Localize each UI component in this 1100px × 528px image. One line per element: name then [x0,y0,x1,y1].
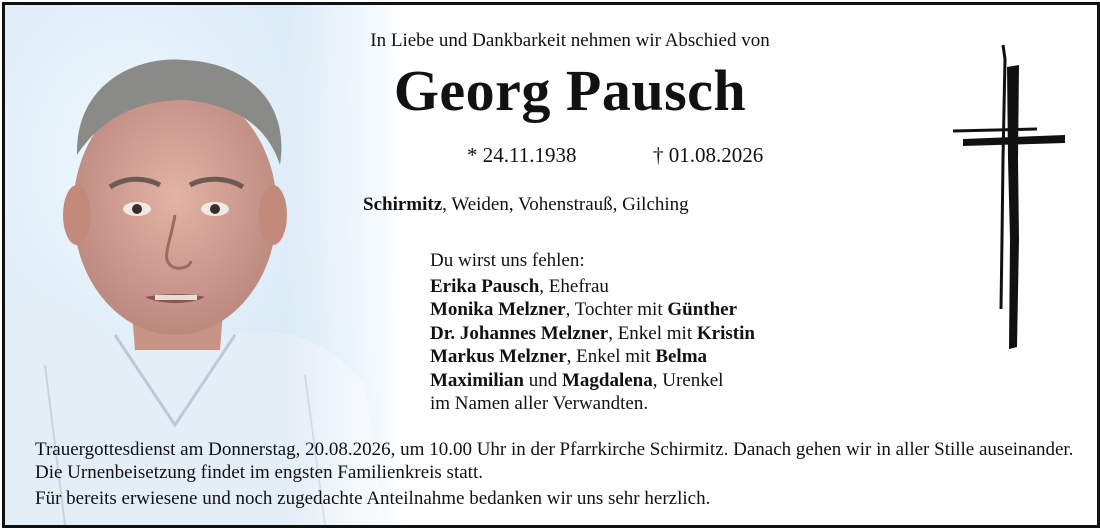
mourner-relation: , Enkel mit [608,322,697,344]
relatives-line: im Namen aller Verwandten. [430,393,649,414]
mourner-relation: , Tochter mit [565,299,668,320]
great-grandchild-2: Magdalena [561,369,653,391]
service-info: Trauergottesdienst am Donnerstag, 20.08.2026, um 10.00 Uhr in der Pfarrkirche Schirmitz. Danach gehen wir in aller Stille auseinander. Die Urnenbeisetzung findet im engsten Familienkreis statt. [35,439,1074,483]
great-grandchildren-line [430,369,755,393]
missing-line: Du wirst uns fehlen: [430,250,585,271]
place-others: , Weiden, Vohenstrauß, Gilching [442,194,689,215]
birth-date [467,143,576,168]
birth-date-value: 24.11.1938 [482,143,577,167]
mourner-line [430,298,755,322]
great-grandchild-1: Maximilian [430,369,524,391]
thanks-line: Für bereits erwiesene und noch zugedachte Anteilnahme bedanken wir uns sehr herzlich. [35,488,711,509]
mourner-name: Monika Melzner [430,299,566,320]
place-main: Schirmitz [363,194,443,215]
conjunction: und [523,369,562,391]
obituary-notice [2,2,1100,528]
intro-line: In Liebe und Dankbarkeit nehmen wir Abschied von [370,30,770,51]
death-date [653,143,763,168]
cross-icon [945,39,1075,364]
mourner-partner: Belma [655,346,708,367]
mourner-name: Markus Melzner [430,346,567,367]
death-symbol: † [653,143,664,167]
places-line [363,194,689,216]
deceased-name: Georg Pausch [393,58,747,123]
mourner-relation: , Ehefrau [539,275,609,297]
birth-symbol: * [467,143,478,167]
mourner-relation: , Enkel mit [566,346,656,367]
mourner-name: Dr. Johannes Melzner [430,322,609,344]
mourner-line [430,322,755,346]
mourner-partner: Kristin [696,322,755,344]
mourner-line [430,345,755,369]
great-grandchildren-role: , Urenkel [652,369,724,391]
mourner-line [430,275,755,299]
mourners-list [430,249,755,416]
mourner-name: Erika Pausch [430,275,540,297]
death-date-value: 01.08.2026 [668,143,764,167]
mourner-partner: Günther [667,299,738,320]
